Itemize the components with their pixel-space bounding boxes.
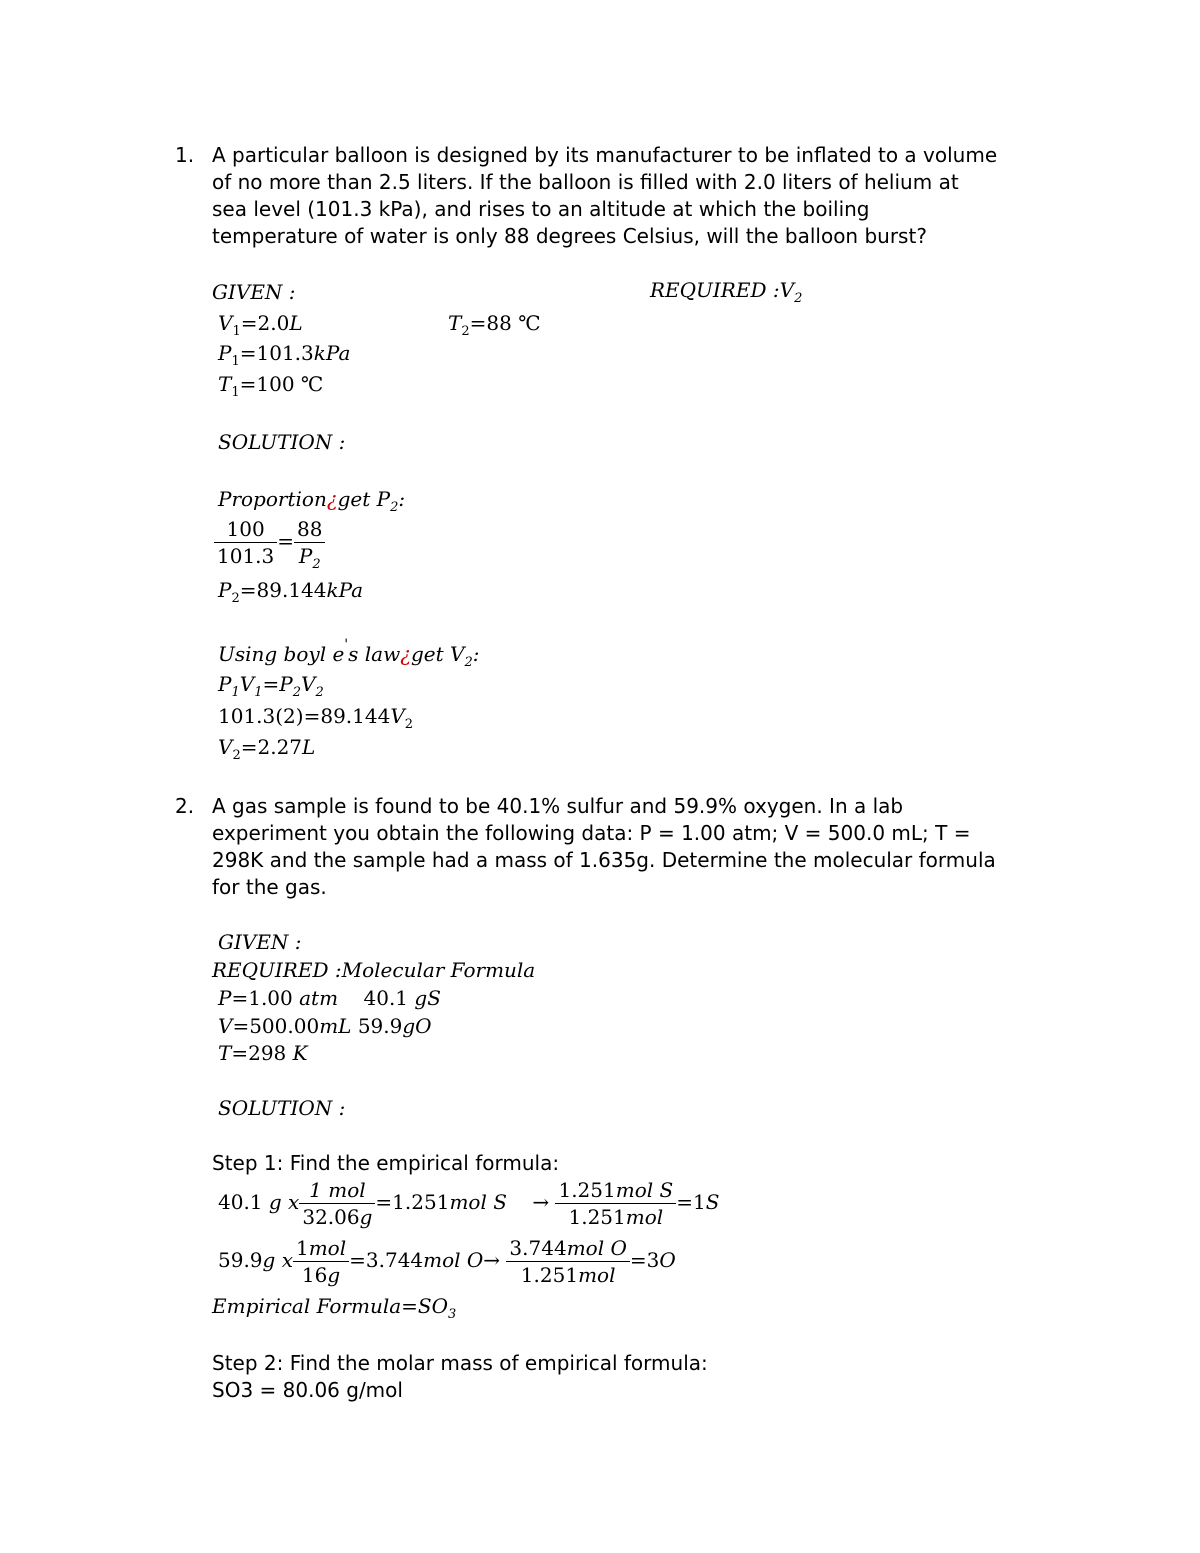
q1-prop-glyph: ¿ xyxy=(326,487,338,511)
q1-p2-var: P xyxy=(218,578,232,602)
q1-p2-result xyxy=(218,578,364,606)
q2-solution-label: SOLUTION : xyxy=(218,1096,346,1120)
eq-var: P xyxy=(218,672,232,696)
q2-required-value: Molecular Formula xyxy=(341,958,536,982)
fraction-numerator xyxy=(293,1235,349,1262)
q2-step2: Step 2: Find the molar mass of empirical formula: xyxy=(212,1351,708,1375)
num-unit: mol xyxy=(308,1236,347,1260)
den-num: 32.06 xyxy=(302,1205,360,1229)
arrow-icon: → xyxy=(532,1190,550,1214)
q1-p1-equation xyxy=(218,341,351,369)
q1-p2-rhs: =89.144 xyxy=(239,578,327,602)
num-value: 3.744 xyxy=(509,1236,567,1260)
q1-t1-sub: 1 xyxy=(231,385,240,400)
question-2-line: A gas sample is found to be 40.1% sulfur and 59.9% oxygen. In a lab xyxy=(212,794,904,818)
den-unit: mol xyxy=(625,1205,664,1229)
q1-required-sub: 2 xyxy=(794,291,803,306)
equals-sign: = xyxy=(262,672,280,696)
den-unit: g xyxy=(327,1263,341,1287)
question-2-text xyxy=(212,793,1082,901)
equals-sign: = xyxy=(277,529,295,553)
q2-sulfur-row xyxy=(218,1177,719,1230)
q1-v1-sub: 1 xyxy=(232,324,241,339)
q2-v-unit: mL xyxy=(319,1014,352,1038)
question-1-line: sea level (101.3 kPa), and rises to an altitude at which the boiling xyxy=(212,197,870,221)
o-lhs-unit: g x xyxy=(262,1248,293,1272)
fraction-denominator xyxy=(294,543,325,572)
q1-required-label: REQUIRED : xyxy=(650,278,780,302)
fraction-denominator xyxy=(555,1204,676,1230)
fraction xyxy=(506,1235,629,1288)
eq-sub: 2 xyxy=(292,685,301,700)
q1-p1-var: P xyxy=(218,341,232,365)
fraction-numerator xyxy=(506,1235,629,1262)
eq-sub: 1 xyxy=(254,685,263,700)
q1-v1-equation xyxy=(218,311,303,339)
fraction-numerator: 1 mol xyxy=(299,1177,375,1204)
q1-p1-unit: kPa xyxy=(313,341,351,365)
eq-var: V xyxy=(239,672,255,696)
fraction-numerator: 88 xyxy=(294,516,325,543)
q1-boyle-line xyxy=(218,637,480,670)
q1-p2-unit: kPa xyxy=(326,578,364,602)
q1-prop-sub: 2 xyxy=(390,500,399,515)
q2-p-unit: atm xyxy=(299,986,339,1010)
o-lhs-num: 59.9 xyxy=(218,1248,263,1272)
den-unit: g xyxy=(359,1205,373,1229)
q2-p-extra-unit: gS xyxy=(414,986,441,1010)
q1-boyle-text2: s law xyxy=(348,642,401,666)
fraction xyxy=(294,516,325,572)
q1-prop-get: get P xyxy=(337,487,391,511)
den-unit: mol xyxy=(578,1263,616,1287)
q1-v1-var: V xyxy=(218,311,233,335)
s-result: =1.251 xyxy=(375,1190,450,1214)
s-lhs-num: 40.1 xyxy=(218,1190,263,1214)
q2-required-line xyxy=(212,958,535,982)
q2-p-line xyxy=(218,986,441,1010)
question-1-text xyxy=(212,142,1082,250)
q2-p-extra-num: 40.1 xyxy=(363,986,409,1010)
q1-t2-var: T xyxy=(448,311,462,335)
q1-ans-unit: L xyxy=(302,735,316,759)
q1-proportion-line xyxy=(218,487,406,515)
s-result-unit: mol S xyxy=(449,1190,507,1214)
eq-sub: 2 xyxy=(315,685,324,700)
s-final: =1 xyxy=(676,1190,706,1214)
q2-given-label: GIVEN : xyxy=(218,930,302,954)
q1-given-label: GIVEN : xyxy=(212,280,296,304)
fraction-denominator xyxy=(293,1262,349,1288)
q1-boyle-colon: : xyxy=(472,642,480,666)
q1-v1-rhs: =2.0 xyxy=(240,311,290,335)
o-result-unit: mol O xyxy=(423,1248,484,1272)
q1-answer xyxy=(218,735,316,763)
q2-p-rhs: =1.00 xyxy=(231,986,293,1010)
q1-boyle-sub: 2 xyxy=(464,655,473,670)
q1-ans-var: V xyxy=(218,735,233,759)
num-value: 1 xyxy=(295,1236,309,1260)
q1-v1-unit: L xyxy=(289,311,303,335)
question-2-line: 298K and the sample had a mass of 1.635g. Determine the molecular formula xyxy=(212,848,996,872)
den-value: 1.251 xyxy=(520,1263,579,1287)
o-final: =3 xyxy=(629,1248,660,1272)
q2-v-var: V xyxy=(218,1014,233,1038)
q1-calc-sub: 2 xyxy=(404,717,414,732)
fraction-denominator: 101.3 xyxy=(217,544,275,568)
q2-v-line xyxy=(218,1014,432,1038)
q2-t-unit: K xyxy=(292,1041,308,1065)
q1-boyle-get: get V xyxy=(410,642,465,666)
q1-t1-rhs: =100 ℃ xyxy=(239,372,324,396)
q1-t1-var: T xyxy=(218,372,232,396)
q1-solution-label: SOLUTION : xyxy=(218,430,346,454)
question-1-line: A particular balloon is designed by its manufacturer to be inflated to a volume xyxy=(212,143,998,167)
q2-t-rhs: =298 xyxy=(231,1041,287,1065)
num-unit: mol S xyxy=(615,1178,674,1202)
q1-required-var: V xyxy=(779,278,795,302)
q1-t2-sub: 2 xyxy=(461,324,470,339)
eq-var: P xyxy=(279,672,293,696)
q2-p-var: P xyxy=(218,986,232,1010)
q1-boyle-apostrophe: ' xyxy=(344,637,349,653)
q2-v-extra-unit: gO xyxy=(402,1014,432,1038)
q2-empirical-formula xyxy=(212,1294,457,1322)
fraction-denominator xyxy=(299,1204,375,1230)
q1-boyle-equation xyxy=(218,672,324,700)
den-value: 16 xyxy=(301,1263,328,1287)
eq-sub: 1 xyxy=(231,685,240,700)
empirical-sub: 3 xyxy=(448,1307,457,1322)
q1-t2-rhs: =88 ℃ xyxy=(469,311,541,335)
q1-ans-rhs: =2.27 xyxy=(240,735,303,759)
q2-t-var: T xyxy=(218,1041,232,1065)
fraction-numerator xyxy=(555,1177,676,1204)
fraction xyxy=(299,1177,375,1230)
q2-required-label: REQUIRED : xyxy=(212,958,342,982)
q1-proportion-fraction xyxy=(214,516,325,572)
q2-oxygen-row xyxy=(218,1235,676,1288)
question-1-number: 1. xyxy=(175,143,195,167)
question-2-number: 2. xyxy=(175,794,195,818)
num-value: 1.251 xyxy=(558,1178,616,1202)
q1-calc-line xyxy=(218,704,414,732)
q1-required xyxy=(650,278,803,306)
q1-p2-sub: 2 xyxy=(231,591,240,606)
fraction xyxy=(555,1177,676,1230)
q2-v-rhs: =500.00 xyxy=(232,1014,320,1038)
fraction-denominator xyxy=(506,1262,629,1288)
q1-t1-equation xyxy=(218,372,324,400)
q1-boyle-text: Using boyl e xyxy=(218,642,345,666)
question-1-line: of no more than 2.5 liters. If the balloon is filled with 2.0 liters of helium at xyxy=(212,170,959,194)
o-final-unit: O xyxy=(659,1248,676,1272)
q1-p1-sub: 1 xyxy=(231,354,240,369)
denominator-var: P xyxy=(298,544,313,568)
o-result: =3.744 xyxy=(349,1248,424,1272)
denominator-sub: 2 xyxy=(312,557,321,572)
q2-step1: Step 1: Find the empirical formula: xyxy=(212,1151,560,1175)
q1-calc-var: V xyxy=(390,704,405,728)
question-1-line: temperature of water is only 88 degrees Celsius, will the balloon burst? xyxy=(212,224,927,248)
num-unit: mol O xyxy=(566,1236,627,1260)
question-2-line: experiment you obtain the following data: P = 1.00 atm; V = 500.0 mL; T = xyxy=(212,821,971,845)
fraction xyxy=(293,1235,349,1288)
fraction xyxy=(214,516,277,569)
q1-t2-equation xyxy=(448,311,541,339)
q2-v-extra-num: 59.9 xyxy=(357,1014,403,1038)
q1-boyle-glyph: ¿ xyxy=(400,642,411,666)
arrow-icon: → xyxy=(483,1248,501,1272)
question-2-line: for the gas. xyxy=(212,875,327,899)
q2-so3-molar-mass: SO3 = 80.06 g/mol xyxy=(212,1378,403,1402)
q1-prop-colon: : xyxy=(398,487,406,511)
eq-var: V xyxy=(301,672,316,696)
fraction-numerator: 100 xyxy=(214,516,277,543)
s-lhs-unit: g x xyxy=(268,1190,300,1214)
q2-t-line xyxy=(218,1041,308,1065)
q1-calc-text: 101.3(2)=89.144 xyxy=(218,704,391,728)
den-value: 1.251 xyxy=(568,1205,626,1229)
empirical-label: Empirical Formula=SO xyxy=(212,1294,449,1318)
s-final-unit: S xyxy=(705,1190,720,1214)
q1-ans-sub: 2 xyxy=(232,748,241,763)
q1-prop-text: Proportion xyxy=(218,487,327,511)
q1-p1-rhs: =101.3 xyxy=(239,341,314,365)
